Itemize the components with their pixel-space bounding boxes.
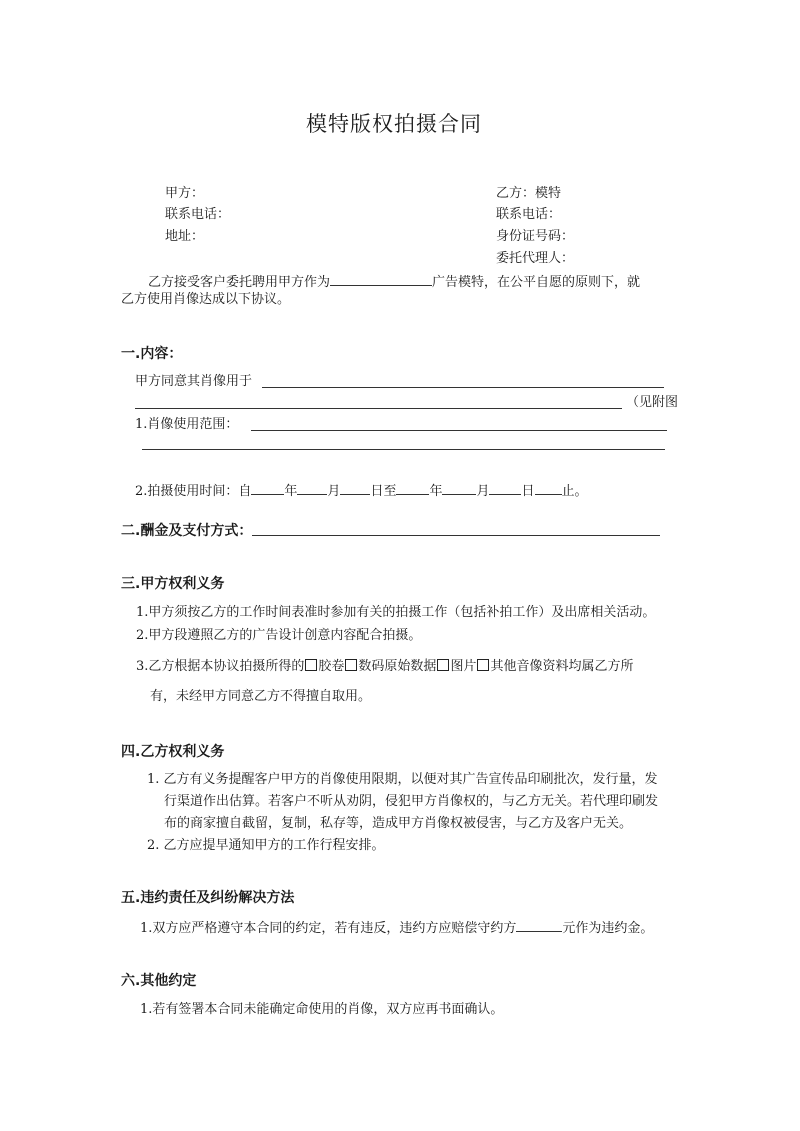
raw-data-option-label: 数码原始数据 (358, 659, 437, 674)
photo-checkbox[interactable] (437, 659, 449, 671)
start-year-unit: 年 (284, 484, 298, 499)
section-4-item-1-line-1: 1. 乙方有义务提醒客户甲方的肖像使用限期，以便对其广告宣传品印刷批次，发行量，发 (147, 772, 658, 787)
photo-option-label: 图片 (450, 659, 477, 674)
scope-blank-line-1[interactable] (251, 430, 667, 431)
section-3-item-3 (136, 659, 633, 675)
section-1-heading: 一.内容： (121, 346, 183, 362)
end-extra-blank[interactable] (535, 481, 562, 495)
section-3-item-2: 2.甲方段遵照乙方的广告设计创意内容配合拍摄。 (136, 628, 422, 643)
penalty-amount-blank[interactable] (516, 918, 562, 932)
section-6-item-1: 1.若有签署本合同未能确定命使用的肖像，双方应再书面确认。 (140, 1002, 504, 1017)
shooting-time-row (135, 481, 588, 500)
party-a-address-label: 地址： (165, 229, 205, 244)
model-type-blank[interactable] (330, 272, 432, 286)
section-3-item-3-line-2: 有，未经甲方同意乙方不得擅自取用。 (150, 689, 372, 704)
party-a-label: 甲方： (165, 186, 205, 201)
start-month-blank[interactable] (297, 481, 327, 495)
party-b-phone-label: 联系电话： (496, 207, 562, 222)
other-media-checkbox[interactable] (477, 659, 489, 671)
section-4-item-2: 2. 乙方应提早通知甲方的工作行程安排。 (147, 838, 385, 853)
day-to-text: 日至 (370, 484, 397, 499)
party-b-agent-label: 委托代理人： (496, 251, 575, 266)
end-year-unit: 年 (429, 484, 443, 499)
party-a-phone-label: 联系电话： (165, 207, 231, 222)
usage-label: 甲方同意其肖像用于 (135, 374, 253, 389)
time-end-text: 止。 (561, 484, 588, 499)
end-month-unit: 月 (476, 484, 490, 499)
section-6-heading: 六.其他约定 (121, 973, 197, 989)
end-year-blank[interactable] (396, 481, 429, 495)
party-b-id-label: 身份证号码： (496, 229, 575, 244)
intro-line-1 (148, 272, 640, 291)
time-label: 2.拍摄使用时间：自 (135, 484, 252, 499)
film-checkbox[interactable] (305, 659, 317, 671)
intro-text-end: 广告模特，在公平自愿的原则下，就 (432, 275, 641, 290)
section-2-heading: 二.酬金及支付方式： (121, 523, 253, 539)
section-4-heading: 四.乙方权利义务 (121, 744, 225, 760)
end-day-unit: 日 (521, 484, 535, 499)
party-b-label: 乙方：模特 (496, 186, 562, 201)
see-attached-note: （见附图 (626, 395, 679, 410)
start-year-blank[interactable] (251, 481, 284, 495)
intro-line-2: 乙方使用肖像达成以下协议。 (121, 292, 291, 307)
section-5-item-1 (140, 918, 653, 937)
section-4-item-1-line-3: 布的商家擅自截留，复制，私存等，造成甲方肖像权被侵害，与乙方及客户无关。 (164, 816, 633, 831)
start-day-blank[interactable] (340, 481, 370, 495)
usage-blank-line-1[interactable] (262, 387, 664, 388)
payment-blank-line[interactable] (252, 535, 660, 536)
film-option-label: 胶卷 (318, 659, 345, 674)
section-3-item-1: 1.甲方须按乙方的工作时间表准时参加有关的拍摄工作（包括补拍工作）及出席相关活动。 (136, 605, 656, 620)
section-4-item-1-line-2: 行渠道作出估算。若客户不听从劝阴，侵犯甲方肖像权的，与乙方无关。若代理印刷发 (164, 794, 659, 809)
scope-label: 1.肖像使用范围： (135, 417, 239, 432)
penalty-text-end: 元作为违约金。 (562, 921, 654, 936)
usage-blank-line-2[interactable] (135, 408, 622, 409)
start-month-unit: 月 (327, 484, 341, 499)
section-3-heading: 三.甲方权利义务 (121, 576, 225, 592)
document-title: 模特版权拍摄合同 (306, 112, 482, 136)
end-month-blank[interactable] (442, 481, 476, 495)
section-5-heading: 五.违约责任及纠纷解决方法 (121, 890, 295, 906)
scope-blank-line-2[interactable] (142, 449, 665, 450)
other-media-option-label: 其他音像资料均属乙方所 (490, 659, 634, 674)
raw-data-checkbox[interactable] (345, 659, 357, 671)
intro-text-start: 乙方接受客户委托聘用甲方作为 (148, 275, 331, 290)
penalty-text-start: 1.双方应严格遵守本合同的约定，若有违反，违约方应赔偿守约方 (140, 921, 517, 936)
item-3-prefix: 3.乙方根据本协议拍摄所得的 (136, 659, 305, 674)
end-day-blank[interactable] (489, 481, 521, 495)
